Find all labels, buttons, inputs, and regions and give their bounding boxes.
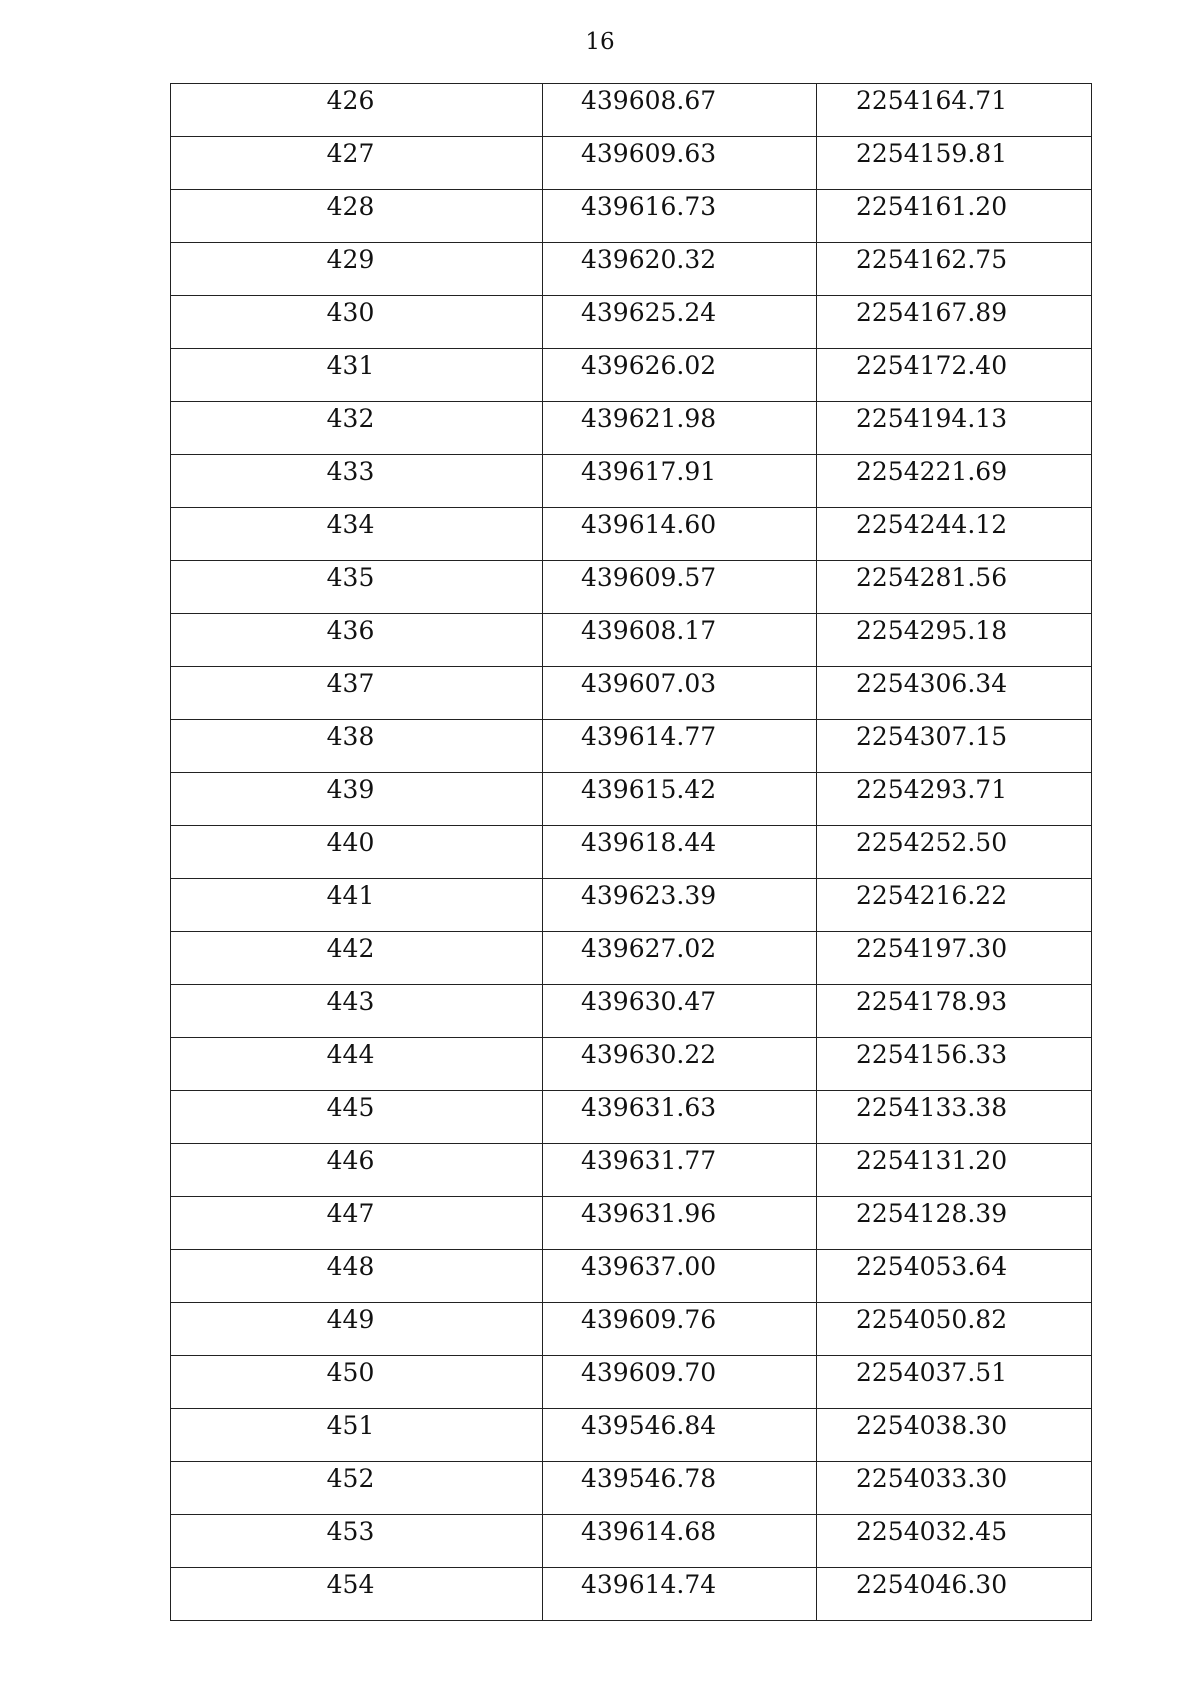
point-number-cell [171,614,543,667]
x-coordinate-cell-text: 439620.32 [581,245,717,274]
x-coordinate-cell [543,773,817,826]
y-coordinate-cell-text: 2254178.93 [856,987,1008,1016]
table-row [171,508,1092,561]
x-coordinate-cell-text: 439609.63 [581,139,717,168]
y-coordinate-cell [817,1568,1092,1621]
y-coordinate-cell [817,349,1092,402]
x-coordinate-cell-text: 439630.22 [581,1040,717,1069]
y-coordinate-cell [817,1197,1092,1250]
y-coordinate-cell [817,1515,1092,1568]
point-number-cell [171,1038,543,1091]
x-coordinate-cell-text: 439609.76 [581,1305,717,1334]
y-coordinate-cell [817,1091,1092,1144]
point-number-cell-text: 431 [326,351,375,380]
x-coordinate-cell [543,84,817,137]
x-coordinate-cell [543,349,817,402]
x-coordinate-cell-text: 439630.47 [581,987,717,1016]
point-number-cell [171,1144,543,1197]
x-coordinate-cell-text: 439631.96 [581,1199,717,1228]
table-row [171,614,1092,667]
point-number-cell-text: 450 [326,1358,375,1387]
point-number-cell [171,508,543,561]
x-coordinate-cell [543,1462,817,1515]
point-number-cell [171,1091,543,1144]
y-coordinate-cell [817,1462,1092,1515]
y-coordinate-cell-text: 2254244.12 [856,510,1008,539]
y-coordinate-cell-text: 2254194.13 [856,404,1008,433]
y-coordinate-cell-text: 2254037.51 [856,1358,1008,1387]
point-number-cell [171,1568,543,1621]
table-row [171,1515,1092,1568]
y-coordinate-cell-text: 2254164.71 [856,86,1008,115]
point-number-cell-text: 449 [326,1305,375,1334]
point-number-cell-text: 442 [326,934,375,963]
table-row [171,1144,1092,1197]
x-coordinate-cell [543,720,817,773]
y-coordinate-cell-text: 2254128.39 [856,1199,1008,1228]
y-coordinate-cell [817,932,1092,985]
point-number-cell [171,1303,543,1356]
y-coordinate-cell-text: 2254172.40 [856,351,1008,380]
table-row [171,455,1092,508]
point-number-cell [171,932,543,985]
table-row [171,1038,1092,1091]
x-coordinate-cell [543,826,817,879]
point-number-cell-text: 434 [326,510,375,539]
table-row [171,1303,1092,1356]
y-coordinate-cell-text: 2254038.30 [856,1411,1008,1440]
point-number-cell-text: 426 [326,86,375,115]
point-number-cell [171,349,543,402]
table-row [171,296,1092,349]
y-coordinate-cell-text: 2254306.34 [856,669,1008,698]
x-coordinate-cell-text: 439546.78 [581,1464,717,1493]
table-row [171,1462,1092,1515]
y-coordinate-cell-text: 2254161.20 [856,192,1008,221]
table-row [171,84,1092,137]
y-coordinate-cell [817,1144,1092,1197]
point-number-cell [171,773,543,826]
x-coordinate-cell-text: 439607.03 [581,669,717,698]
y-coordinate-cell-text: 2254162.75 [856,245,1008,274]
table-row [171,879,1092,932]
y-coordinate-cell [817,614,1092,667]
x-coordinate-cell-text: 439608.17 [581,616,717,645]
x-coordinate-cell-text: 439614.68 [581,1517,717,1546]
point-number-cell-text: 437 [326,669,375,698]
y-coordinate-cell [817,190,1092,243]
table-row [171,720,1092,773]
x-coordinate-cell-text: 439621.98 [581,404,717,433]
x-coordinate-cell-text: 439637.00 [581,1252,717,1281]
point-number-cell [171,84,543,137]
x-coordinate-cell [543,667,817,720]
point-number-cell-text: 451 [326,1411,375,1440]
y-coordinate-cell [817,879,1092,932]
point-number-cell-text: 444 [326,1040,375,1069]
point-number-cell-text: 435 [326,563,375,592]
x-coordinate-cell-text: 439609.70 [581,1358,717,1387]
x-coordinate-cell-text: 439631.63 [581,1093,717,1122]
y-coordinate-cell-text: 2254252.50 [856,828,1008,857]
y-coordinate-cell [817,296,1092,349]
table-row [171,561,1092,614]
y-coordinate-cell [817,667,1092,720]
x-coordinate-cell-text: 439609.57 [581,563,717,592]
x-coordinate-cell [543,561,817,614]
table-row [171,1250,1092,1303]
y-coordinate-cell [817,1250,1092,1303]
point-number-cell-text: 430 [326,298,375,327]
point-number-cell [171,720,543,773]
point-number-cell [171,190,543,243]
y-coordinate-cell [817,508,1092,561]
x-coordinate-cell [543,190,817,243]
table-row [171,1091,1092,1144]
x-coordinate-cell [543,1091,817,1144]
x-coordinate-cell-text: 439614.74 [581,1570,717,1599]
table-row [171,826,1092,879]
y-coordinate-cell-text: 2254131.20 [856,1146,1008,1175]
coordinates-table-body [171,84,1092,1621]
table-row [171,985,1092,1038]
x-coordinate-cell [543,1409,817,1462]
x-coordinate-cell [543,1144,817,1197]
point-number-cell [171,1409,543,1462]
y-coordinate-cell-text: 2254032.45 [856,1517,1008,1546]
page-number: 16 [585,29,615,55]
table-row [171,932,1092,985]
point-number-cell [171,1356,543,1409]
point-number-cell-text: 443 [326,987,375,1016]
point-number-cell [171,1462,543,1515]
x-coordinate-cell [543,1515,817,1568]
table-row [171,137,1092,190]
y-coordinate-cell [817,720,1092,773]
point-number-cell [171,1197,543,1250]
y-coordinate-cell-text: 2254046.30 [856,1570,1008,1599]
point-number-cell [171,455,543,508]
point-number-cell-text: 448 [326,1252,375,1281]
y-coordinate-cell-text: 2254156.33 [856,1040,1008,1069]
x-coordinate-cell [543,137,817,190]
x-coordinate-cell [543,508,817,561]
x-coordinate-cell-text: 439617.91 [581,457,717,486]
y-coordinate-cell [817,84,1092,137]
point-number-cell-text: 453 [326,1517,375,1546]
y-coordinate-cell-text: 2254033.30 [856,1464,1008,1493]
x-coordinate-cell-text: 439615.42 [581,775,717,804]
table-row [171,1409,1092,1462]
y-coordinate-cell [817,402,1092,455]
point-number-cell-text: 441 [326,881,375,910]
table-row [171,1568,1092,1621]
x-coordinate-cell [543,1038,817,1091]
y-coordinate-cell [817,826,1092,879]
table-row [171,349,1092,402]
x-coordinate-cell-text: 439546.84 [581,1411,717,1440]
x-coordinate-cell-text: 439608.67 [581,86,717,115]
y-coordinate-cell [817,1356,1092,1409]
point-number-cell-text: 452 [326,1464,375,1493]
x-coordinate-cell [543,296,817,349]
x-coordinate-cell [543,1197,817,1250]
point-number-cell-text: 447 [326,1199,375,1228]
y-coordinate-cell [817,561,1092,614]
y-coordinate-cell [817,985,1092,1038]
y-coordinate-cell [817,243,1092,296]
x-coordinate-cell [543,879,817,932]
point-number-cell-text: 436 [326,616,375,645]
x-coordinate-cell [543,1356,817,1409]
point-number-cell-text: 454 [326,1570,375,1599]
x-coordinate-cell-text: 439631.77 [581,1146,717,1175]
x-coordinate-cell-text: 439625.24 [581,298,717,327]
x-coordinate-cell [543,1568,817,1621]
point-number-cell [171,1515,543,1568]
x-coordinate-cell [543,243,817,296]
table-row [171,402,1092,455]
x-coordinate-cell [543,932,817,985]
point-number-cell [171,879,543,932]
table-row [171,667,1092,720]
table-row [171,1197,1092,1250]
x-coordinate-cell-text: 439627.02 [581,934,717,963]
point-number-cell-text: 438 [326,722,375,751]
x-coordinate-cell-text: 439623.39 [581,881,717,910]
y-coordinate-cell-text: 2254133.38 [856,1093,1008,1122]
x-coordinate-cell-text: 439614.77 [581,722,717,751]
point-number-cell-text: 428 [326,192,375,221]
y-coordinate-cell-text: 2254216.22 [856,881,1008,910]
y-coordinate-cell-text: 2254221.69 [856,457,1008,486]
y-coordinate-cell [817,1038,1092,1091]
y-coordinate-cell [817,773,1092,826]
y-coordinate-cell [817,455,1092,508]
point-number-cell-text: 440 [326,828,375,857]
table-row [171,773,1092,826]
point-number-cell [171,985,543,1038]
point-number-cell [171,137,543,190]
y-coordinate-cell [817,1409,1092,1462]
point-number-cell-text: 432 [326,404,375,433]
coordinates-table [170,83,1092,1621]
y-coordinate-cell-text: 2254167.89 [856,298,1008,327]
point-number-cell-text: 427 [326,139,375,168]
y-coordinate-cell-text: 2254295.18 [856,616,1008,645]
point-number-cell-text: 429 [326,245,375,274]
x-coordinate-cell-text: 439614.60 [581,510,717,539]
table-row [171,190,1092,243]
point-number-cell-text: 439 [326,775,375,804]
y-coordinate-cell-text: 2254281.56 [856,563,1008,592]
x-coordinate-cell [543,1250,817,1303]
point-number-cell [171,1250,543,1303]
x-coordinate-cell [543,614,817,667]
y-coordinate-cell-text: 2254050.82 [856,1305,1008,1334]
x-coordinate-cell [543,402,817,455]
point-number-cell-text: 445 [326,1093,375,1122]
point-number-cell-text: 446 [326,1146,375,1175]
x-coordinate-cell-text: 439618.44 [581,828,717,857]
point-number-cell [171,296,543,349]
table-row [171,243,1092,296]
point-number-cell [171,561,543,614]
x-coordinate-cell [543,985,817,1038]
point-number-cell [171,826,543,879]
table-row [171,1356,1092,1409]
point-number-cell-text: 433 [326,457,375,486]
y-coordinate-cell-text: 2254159.81 [856,139,1008,168]
point-number-cell [171,402,543,455]
x-coordinate-cell-text: 439626.02 [581,351,717,380]
y-coordinate-cell-text: 2254053.64 [856,1252,1008,1281]
y-coordinate-cell-text: 2254293.71 [856,775,1008,804]
y-coordinate-cell [817,137,1092,190]
x-coordinate-cell-text: 439616.73 [581,192,717,221]
point-number-cell [171,667,543,720]
y-coordinate-cell-text: 2254197.30 [856,934,1008,963]
x-coordinate-cell [543,1303,817,1356]
x-coordinate-cell [543,455,817,508]
point-number-cell [171,243,543,296]
y-coordinate-cell [817,1303,1092,1356]
y-coordinate-cell-text: 2254307.15 [856,722,1008,751]
